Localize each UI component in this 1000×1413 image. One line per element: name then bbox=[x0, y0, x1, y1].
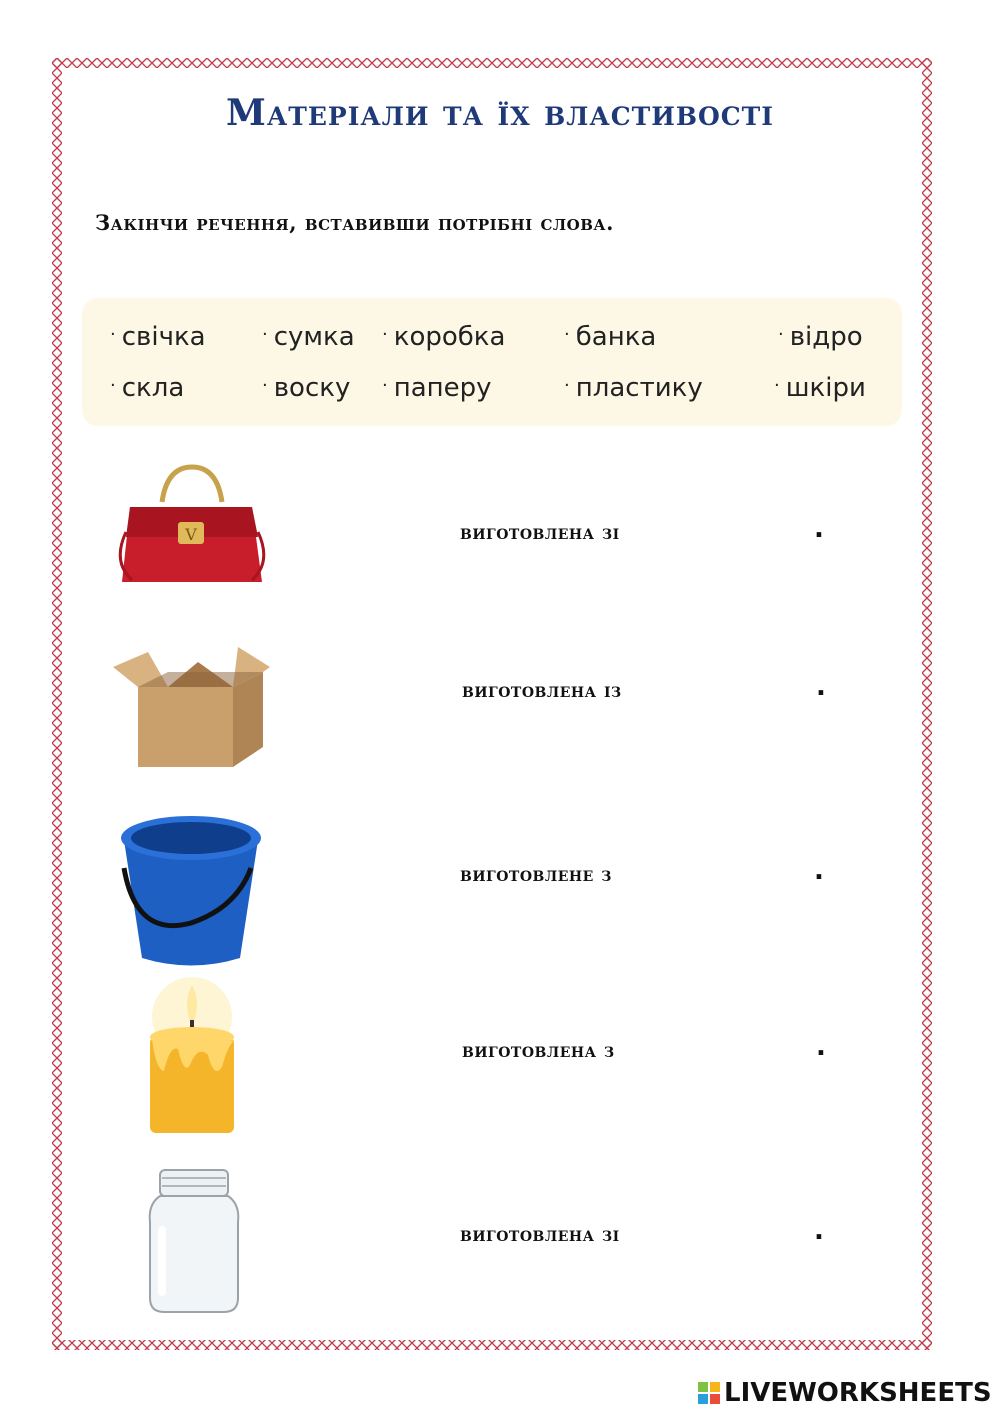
sentence-end: . bbox=[814, 856, 824, 886]
liveworksheets-logo[interactable] bbox=[698, 1378, 992, 1408]
sentence-text: виготовлена з bbox=[462, 1038, 615, 1062]
word-option: · пластику bbox=[564, 373, 703, 403]
sentence-text: виготовлена зі bbox=[460, 520, 620, 544]
sentence-text: виготовлена зі bbox=[460, 1222, 620, 1246]
svg-text:V: V bbox=[185, 525, 197, 544]
word-option: · воску bbox=[262, 373, 351, 403]
word-option: · скла bbox=[110, 373, 185, 403]
logo-text: LIVEWORKSHEETS bbox=[724, 1378, 992, 1408]
word-bank bbox=[82, 298, 902, 426]
sentence-text: виготовлене з bbox=[460, 862, 612, 886]
sentence-end: . bbox=[816, 1032, 826, 1062]
sentence-end: . bbox=[816, 672, 826, 702]
word-option: · паперу bbox=[382, 373, 492, 403]
sentence-end: . bbox=[814, 514, 824, 544]
answer-blank-5[interactable] bbox=[672, 1222, 802, 1248]
word-option: · банка bbox=[564, 322, 657, 352]
answer-blank-3[interactable] bbox=[672, 862, 802, 888]
sentence-text: виготовлена із bbox=[462, 678, 622, 702]
red-handbag-image bbox=[112, 462, 272, 596]
word-option: · коробка bbox=[382, 322, 506, 352]
logo-grid-icon bbox=[698, 1382, 720, 1404]
glass-jar-image bbox=[144, 1166, 244, 1320]
cardboard-box-image bbox=[108, 642, 273, 776]
yellow-candle-image bbox=[142, 975, 242, 1144]
word-option: · сумка bbox=[262, 322, 355, 352]
word-option: · відро bbox=[778, 322, 863, 352]
blue-bucket-image bbox=[116, 808, 266, 977]
word-option: · шкіри bbox=[774, 373, 866, 403]
instruction-text: Закінчи речення, вставивши потрібні слова. bbox=[95, 210, 614, 235]
answer-blank-2[interactable] bbox=[672, 678, 802, 704]
word-option: · свічка bbox=[110, 322, 206, 352]
page-title: Матеріали та їх властивості bbox=[226, 92, 774, 134]
answer-blank-4[interactable] bbox=[672, 1038, 802, 1064]
answer-blank-1[interactable] bbox=[672, 520, 802, 546]
sentence-end: . bbox=[814, 1216, 824, 1246]
